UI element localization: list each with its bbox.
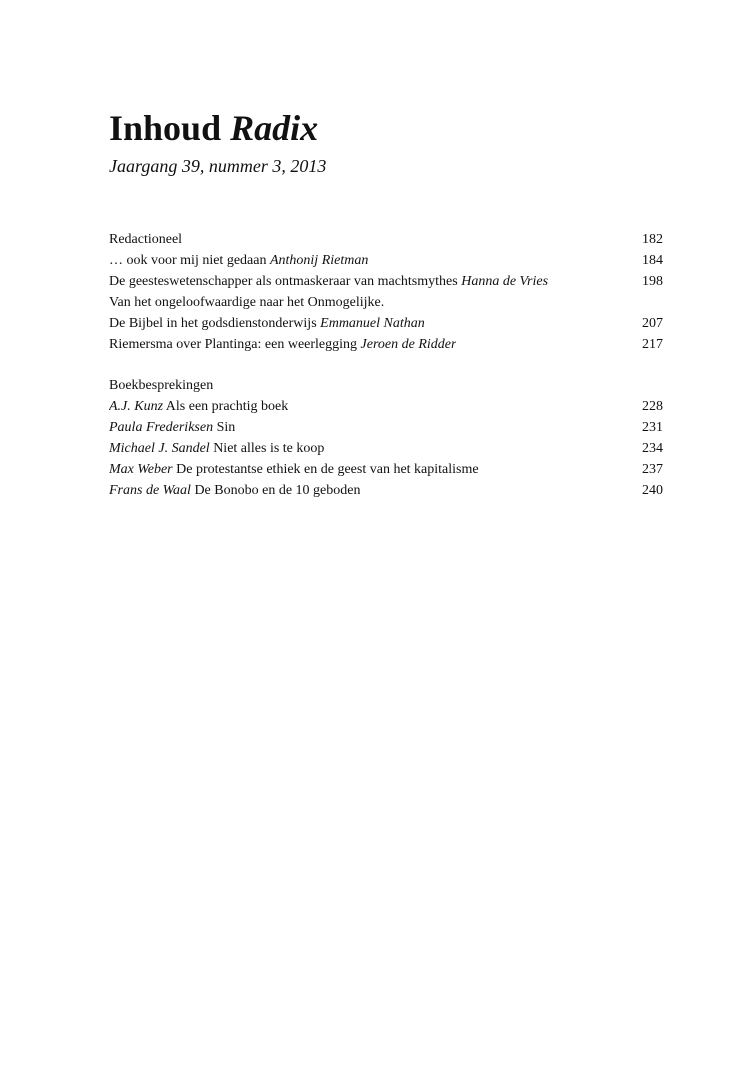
review-title: Sin [213,420,236,435]
title-italic: Radix [230,108,319,148]
review-row [109,417,663,438]
review-page: 231 [642,420,663,435]
contents-entry [109,313,425,334]
entry-author: Jeroen de Ridder [360,337,457,352]
title-main: Inhoud [109,108,222,148]
contents-entry [109,292,384,313]
contents-row [109,292,663,313]
entry-title: De geesteswetenschapper als ontmaskeraar van machtsmythes [109,274,462,289]
reviews-list [109,375,663,501]
entry-author: Anthonij Rietman [269,253,369,268]
reviews-heading-row [109,375,663,396]
contents-entry [109,229,182,250]
review-author: Max Weber [109,462,173,477]
contents-entry [109,250,368,271]
entry-title: Riemersma over Plantinga: een weerlegging [109,337,361,352]
review-entry [109,459,479,480]
review-author: Paula Frederiksen [109,420,214,435]
review-title: De Bonobo en de 10 geboden [190,483,361,498]
reviews-heading: Boekbesprekingen [109,378,214,393]
contents-row [109,250,663,271]
entry-page: 207 [642,316,663,331]
review-author: Michael J. Sandel [109,441,210,456]
contents-list [109,229,663,355]
contents-entry [109,334,456,355]
contents-entry [109,271,548,292]
review-author: Frans de Waal [109,483,191,498]
entry-title: De Bijbel in het godsdienstonderwijs [109,316,321,331]
review-row [109,396,663,417]
review-page: 234 [642,441,663,456]
review-title: Als een prachtig boek [163,399,289,414]
review-entry [109,438,324,459]
review-author: A.J. Kunz [109,399,164,414]
review-row [109,480,663,501]
entry-page: 184 [642,253,663,268]
review-page: 228 [642,399,663,414]
review-entry [109,396,288,417]
page-subtitle: Jaargang 39, nummer 3, 2013 [109,156,327,176]
review-entry [109,480,360,501]
entry-page: 182 [642,232,663,247]
review-title: De protestantse ethiek en de geest van het kapitalisme [172,462,479,477]
entry-title: … ook voor mij niet gedaan [109,253,270,268]
entry-page: 217 [642,337,663,352]
entry-author: Emmanuel Nathan [320,316,425,331]
page-title [109,106,318,150]
review-entry [109,417,235,438]
entry-title: Redactioneel [109,232,183,247]
contents-row [109,271,663,292]
review-title: Niet alles is te koop [209,441,325,456]
review-row [109,459,663,480]
entry-title: Van het ongeloofwaardige naar het Onmogelijke. [109,295,385,310]
contents-row [109,334,663,355]
review-page: 237 [642,462,663,477]
contents-row [109,229,663,250]
review-row [109,438,663,459]
contents-row [109,313,663,334]
entry-author: Hanna de Vries [461,274,549,289]
review-page: 240 [642,483,663,498]
entry-page: 198 [642,274,663,289]
